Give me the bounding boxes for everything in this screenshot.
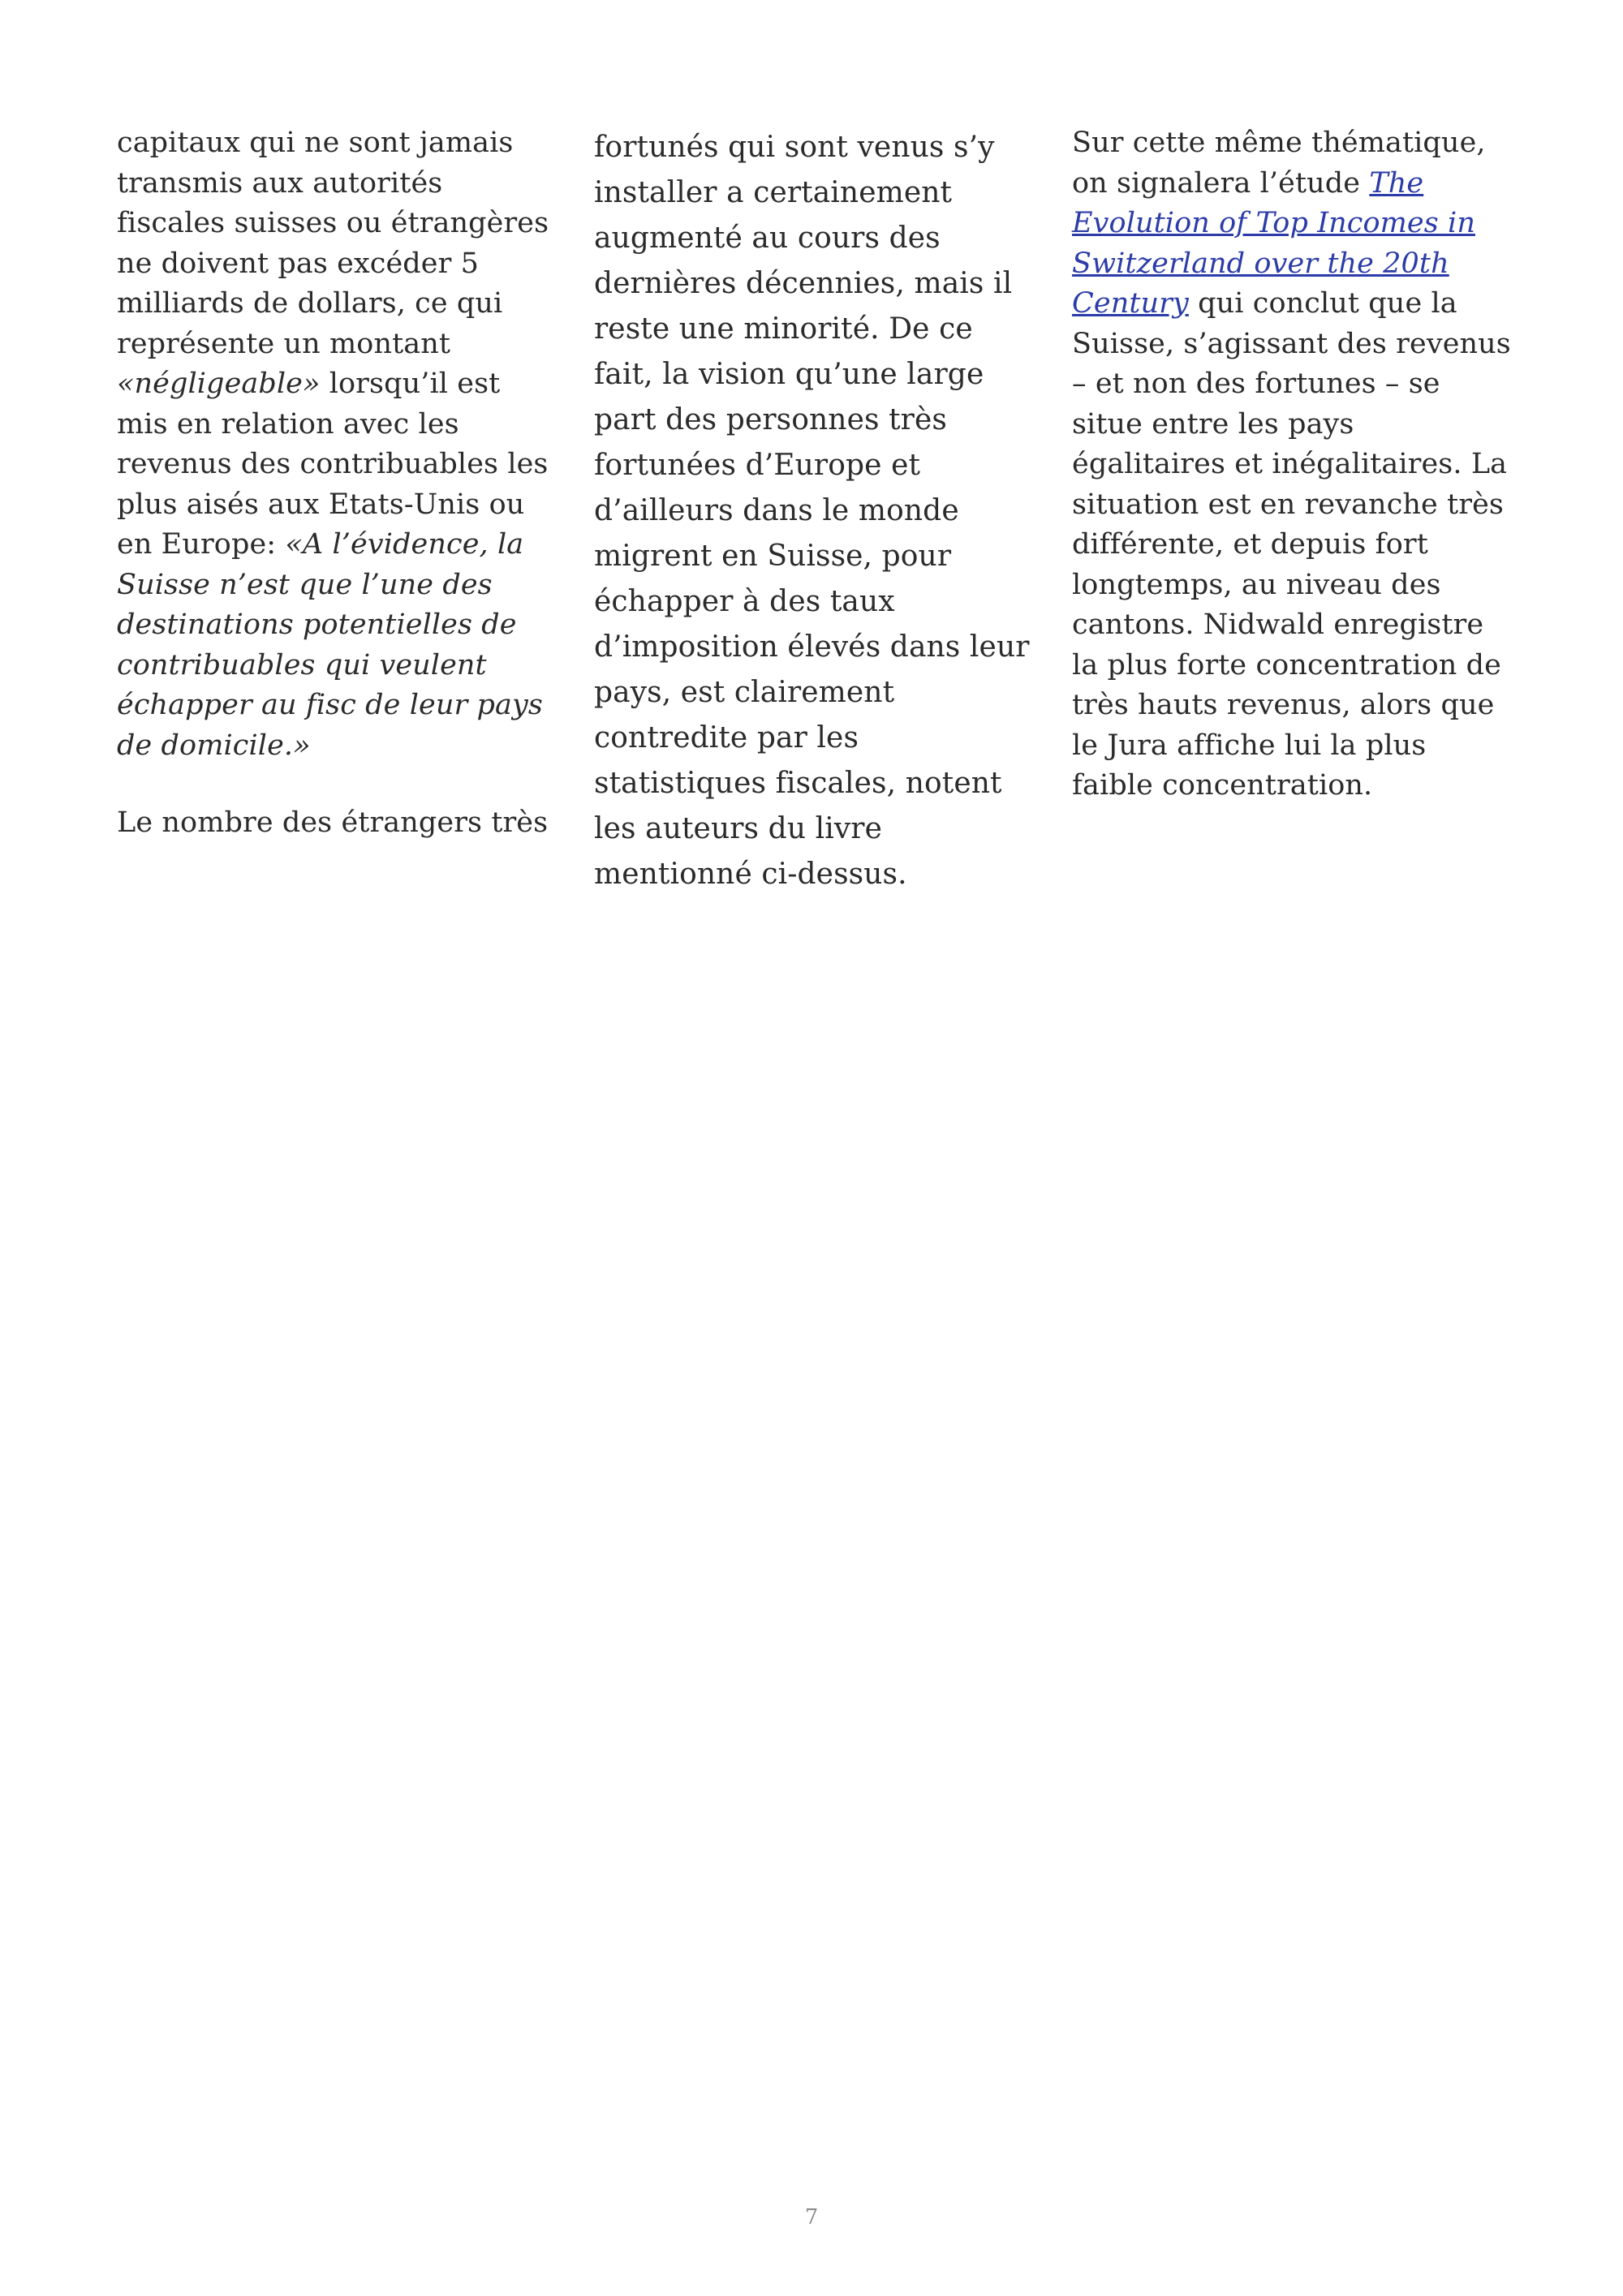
page-number: 7 bbox=[804, 2205, 819, 2229]
paragraph-text: qui conclut que la Suisse, s’agissant des revenus – et non des fortunes – se situe entre les pays égalitaires et inégalitaires. La situation est en revanche très différente, et depuis fort longtemps, au niveau des cantons. Nidwald enregistre la plus forte concentration de très hauts revenus, alors que le Jura affiche lui la plus faible concentration. bbox=[1072, 287, 1511, 802]
paragraph bbox=[1072, 123, 1514, 806]
paragraph-text: capitaux qui ne sont jamais transmis aux autorités fiscales suisses ou étrangères ne doivent pas excéder 5 milliards de dollars, ce qui représente un montant bbox=[117, 127, 549, 360]
quote-evidence: «A l’évidence, la Suisse n’est que l’une des destinations potentielles de contribuables qui veulent échapper au fisc de leur pays de domicile.» bbox=[117, 528, 543, 762]
paragraph: Le nombre des étrangers très bbox=[117, 806, 549, 839]
text-column-2 bbox=[594, 125, 1032, 897]
text-column-1 bbox=[117, 123, 555, 844]
paragraph bbox=[117, 123, 555, 766]
paragraph-text: Sur cette même thématique, on signalera l’étude bbox=[1072, 127, 1486, 200]
quote-negligeable: «négligeable» bbox=[117, 368, 321, 400]
paragraph-text: lorsqu’il est mis en relation avec les revenus des contribuables les plus aisés aux Etats-Unis ou en Europe: bbox=[117, 368, 549, 561]
text-column-3 bbox=[1072, 123, 1514, 806]
study-link[interactable]: The Evolution of Top Incomes in Switzerland over the 20th Century bbox=[1072, 166, 1475, 320]
paragraph: fortunés qui sont venus s’y installer a certainement augmenté au cours des dernières décennies, mais il reste une minorité. De ce fait, la vision qu’une large part des personnes très fortunées d’Europe et d’ailleurs dans le monde migrent en Suisse, pour échapper à des taux d’imposition élevés dans leur pays, est clairement contredite par les statistiques fiscales, notent les auteurs du livre mentionné ci-dessus. bbox=[594, 131, 1030, 891]
